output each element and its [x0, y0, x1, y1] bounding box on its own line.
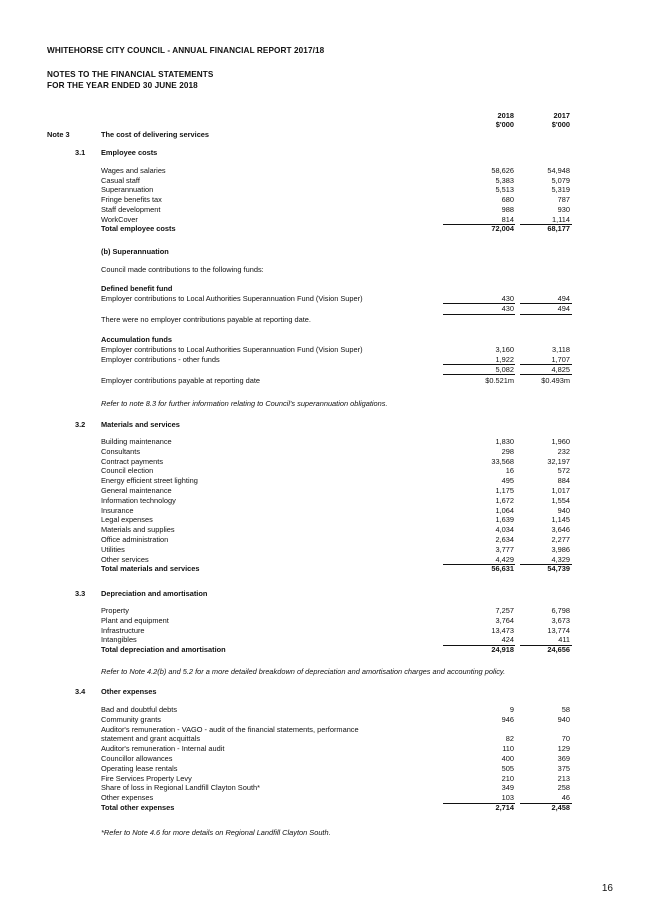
row-value-2017: 940 — [557, 714, 570, 724]
row-value-2018: 1,672 — [495, 495, 514, 505]
row-label: Information technology — [101, 495, 176, 505]
row-label: Plant and equipment — [101, 615, 169, 625]
subtotal-rule — [520, 314, 572, 315]
row-value-2017: 3,986 — [551, 544, 570, 554]
row-value-2018: 3,160 — [495, 345, 514, 354]
row-value-2018: 7,257 — [495, 606, 514, 615]
row-value-2018: $0.521m — [485, 376, 514, 385]
row-value-2018: 946 — [501, 714, 514, 724]
row-label: Auditor's remuneration - Internal audit — [101, 744, 225, 754]
row-label: Office administration — [101, 535, 169, 544]
col-2017-year: 2017 — [553, 111, 570, 120]
row-value-2018: 814 — [501, 214, 514, 224]
row-label: statement and grant acquittals — [101, 734, 201, 744]
superannuation-refer: Refer to note 8.3 for further information relating to Council's superannuation obligations. — [101, 399, 388, 408]
row-value-2018: 103 — [501, 793, 514, 803]
row-label: Employer contributions to Local Authorities Superannuation Fund (Vision Super) — [101, 345, 363, 354]
row-label: Fire Services Property Levy — [101, 773, 192, 783]
row-value-2017: 369 — [557, 754, 570, 763]
row-value-2017: 58 — [561, 705, 570, 714]
row-value-2018: 1,830 — [495, 437, 514, 446]
total-value-2017: 24,656 — [547, 645, 570, 655]
row-value-2017: 5,079 — [551, 175, 570, 185]
section-number: 3.3 — [75, 589, 86, 598]
note-label: Note 3 — [47, 130, 70, 139]
row-value-2017: 940 — [557, 505, 570, 515]
row-value-2018: 2,634 — [495, 535, 514, 544]
section-title: Depreciation and amortisation — [101, 589, 208, 598]
row-value-2017: 375 — [557, 763, 570, 773]
row-label: Intangibles — [101, 635, 137, 645]
subtotal-value-2018: 430 — [501, 304, 514, 313]
row-value-2018: 9 — [509, 705, 514, 714]
superannuation-title: (b) Superannuation — [101, 247, 169, 256]
row-value-2017: 2,277 — [551, 535, 570, 544]
section-number: 3.1 — [75, 148, 86, 157]
row-label: Energy efficient street lighting — [101, 476, 198, 486]
depreciation-refer: Refer to Note 4.2(b) and 5.2 for a more detailed breakdown of depreciation and amortisation charges and accounting policy. — [101, 667, 506, 676]
row-value-2017: 32,197 — [547, 456, 570, 466]
row-value-2017: 411 — [558, 635, 570, 645]
row-value-2017: 232 — [557, 446, 570, 456]
row-value-2018: 33,568 — [491, 456, 514, 466]
row-value-2018: 680 — [501, 195, 514, 205]
page-number: 16 — [601, 883, 613, 894]
row-value-2018: 400 — [501, 754, 514, 763]
row-label: Employer contributions to Local Authorities Superannuation Fund (Vision Super) — [101, 294, 363, 303]
row-value-2018: 988 — [501, 204, 514, 214]
row-label: WorkCover — [101, 214, 138, 224]
superannuation-intro: Council made contributions to the following funds: — [101, 265, 264, 274]
row-value-2017: 3,673 — [551, 615, 570, 625]
row-value-2018: 430 — [501, 294, 514, 303]
row-value-2018: 1,639 — [495, 515, 514, 525]
row-value-2017: 1,707 — [551, 355, 570, 364]
row-value-2018: 16 — [505, 466, 514, 476]
row-value-2017: 884 — [557, 476, 570, 486]
row-label: Contract payments — [101, 456, 164, 466]
row-value-2017: 1,554 — [551, 495, 570, 505]
row-value-2018: 4,429 — [495, 554, 514, 564]
row-value-2018: 3,764 — [495, 615, 514, 625]
row-label: Insurance — [101, 505, 134, 515]
row-label: Wages and salaries — [101, 166, 166, 175]
row-label: Employer contributions - other funds — [101, 355, 220, 364]
row-value-2017: 6,798 — [551, 606, 570, 615]
row-label: Infrastructure — [101, 625, 145, 635]
row-value-2018: 4,034 — [495, 525, 514, 535]
row-label: Property — [101, 606, 129, 615]
subtotal-rule — [520, 374, 572, 375]
row-value-2017: 494 — [557, 294, 570, 303]
row-value-2017: 3,646 — [551, 525, 570, 535]
defined-benefit-note: There were no employer contributions payable at reporting date. — [101, 315, 311, 324]
row-label: Bad and doubtful debts — [101, 705, 178, 714]
report-title: WHITEHORSE CITY COUNCIL - ANNUAL FINANCIAL REPORT 2017/18 — [47, 46, 325, 55]
row-value-2017: 213 — [557, 773, 570, 783]
row-value-2017: 129 — [557, 744, 570, 754]
total-label: Total materials and services — [101, 564, 200, 574]
total-value-2017: 2,458 — [551, 803, 570, 812]
defined-benefit-title: Defined benefit fund — [101, 284, 173, 293]
section-title: Employee costs — [101, 148, 158, 157]
row-value-2017: 4,329 — [551, 554, 570, 564]
row-value-2018: 3,777 — [495, 544, 514, 554]
subtotal-value-2018: 5,082 — [495, 365, 514, 374]
row-label: Legal expenses — [101, 515, 153, 525]
section-title: Other expenses — [101, 687, 157, 696]
row-label: Share of loss in Regional Landfill Clayton South* — [101, 783, 260, 793]
row-value-2017: 1,017 — [551, 486, 570, 495]
row-value-2018: 110 — [502, 744, 514, 754]
row-value-2017: 54,948 — [547, 166, 570, 175]
note-title: The cost of delivering services — [101, 130, 210, 139]
row-value-2018: 5,383 — [495, 175, 514, 185]
row-value-2017: 258 — [557, 783, 570, 793]
row-value-2018: 349 — [501, 783, 514, 793]
total-value-2017: 54,739 — [547, 564, 570, 574]
row-value-2017: 46 — [561, 793, 570, 803]
row-value-2017: 13,774 — [547, 625, 570, 635]
total-label: Total other expenses — [101, 803, 175, 812]
year-title: FOR THE YEAR ENDED 30 JUNE 2018 — [47, 81, 198, 90]
col-2018-unit: $'000 — [495, 120, 514, 129]
row-value-2017: 787 — [557, 195, 570, 205]
subtotal-rule — [443, 314, 515, 315]
row-value-2018: 505 — [501, 763, 514, 773]
row-value-2018: 495 — [501, 476, 514, 486]
row-label: Auditor's remuneration - VAGO - audit of the financial statements, performance — [101, 724, 359, 734]
row-value-2018: 1,064 — [495, 505, 514, 515]
row-value-2017: 930 — [557, 204, 570, 214]
row-label: Materials and supplies — [101, 525, 175, 535]
row-label: Other services — [101, 554, 149, 564]
row-value-2017: 572 — [557, 466, 570, 476]
col-2017-unit: $'000 — [551, 120, 570, 129]
row-value-2018: 298 — [501, 446, 514, 456]
row-value-2018: 210 — [501, 773, 514, 783]
row-label: Employer contributions payable at reporting date — [101, 376, 260, 385]
row-label: Superannuation — [101, 185, 154, 195]
row-label: Fringe benefits tax — [101, 195, 162, 205]
section-number: 3.2 — [75, 420, 86, 429]
section-title: Materials and services — [101, 420, 180, 429]
footnote: *Refer to Note 4.6 for more details on Regional Landfill Clayton South. — [101, 828, 331, 837]
row-value-2017: $0.493m — [541, 376, 570, 385]
row-value-2017: 5,319 — [551, 185, 570, 195]
col-2018-year: 2018 — [497, 111, 514, 120]
row-value-2018: 424 — [501, 635, 514, 645]
row-value-2018: 1,922 — [495, 355, 514, 364]
row-value-2018: 82 — [505, 734, 514, 744]
row-label: Council election — [101, 466, 154, 476]
total-value-2018: 72,004 — [491, 224, 514, 234]
row-label: Consultants — [101, 446, 141, 456]
total-value-2018: 2,714 — [495, 803, 514, 812]
subtotal-value-2017: 4,825 — [551, 365, 570, 374]
section-number: 3.4 — [75, 687, 86, 696]
total-value-2018: 56,631 — [491, 564, 514, 574]
row-value-2017: 1,145 — [551, 515, 570, 525]
row-value-2018: 13,473 — [491, 625, 514, 635]
notes-title: NOTES TO THE FINANCIAL STATEMENTS — [47, 70, 214, 79]
row-label: General maintenance — [101, 486, 172, 495]
row-label: Community grants — [101, 714, 161, 724]
total-label: Total employee costs — [101, 224, 176, 234]
row-label: Councillor allowances — [101, 754, 173, 763]
row-label: Casual staff — [101, 175, 140, 185]
row-value-2018: 58,626 — [491, 166, 514, 175]
total-value-2018: 24,918 — [491, 645, 514, 655]
row-value-2017: 3,118 — [552, 345, 570, 354]
accumulation-title: Accumulation funds — [101, 335, 173, 344]
row-label: Operating lease rentals — [101, 763, 178, 773]
row-value-2018: 5,513 — [495, 185, 514, 195]
subtotal-rule — [443, 374, 515, 375]
row-value-2018: 1,175 — [495, 486, 514, 495]
row-label: Building maintenance — [101, 437, 172, 446]
total-value-2017: 68,177 — [547, 224, 570, 234]
row-value-2017: 70 — [561, 734, 570, 744]
total-label: Total depreciation and amortisation — [101, 645, 226, 655]
row-value-2017: 1,960 — [551, 437, 570, 446]
row-label: Staff development — [101, 204, 161, 214]
row-label: Other expenses — [101, 793, 154, 803]
row-value-2017: 1,114 — [552, 214, 570, 224]
row-label: Utilities — [101, 544, 125, 554]
subtotal-value-2017: 494 — [557, 304, 570, 313]
